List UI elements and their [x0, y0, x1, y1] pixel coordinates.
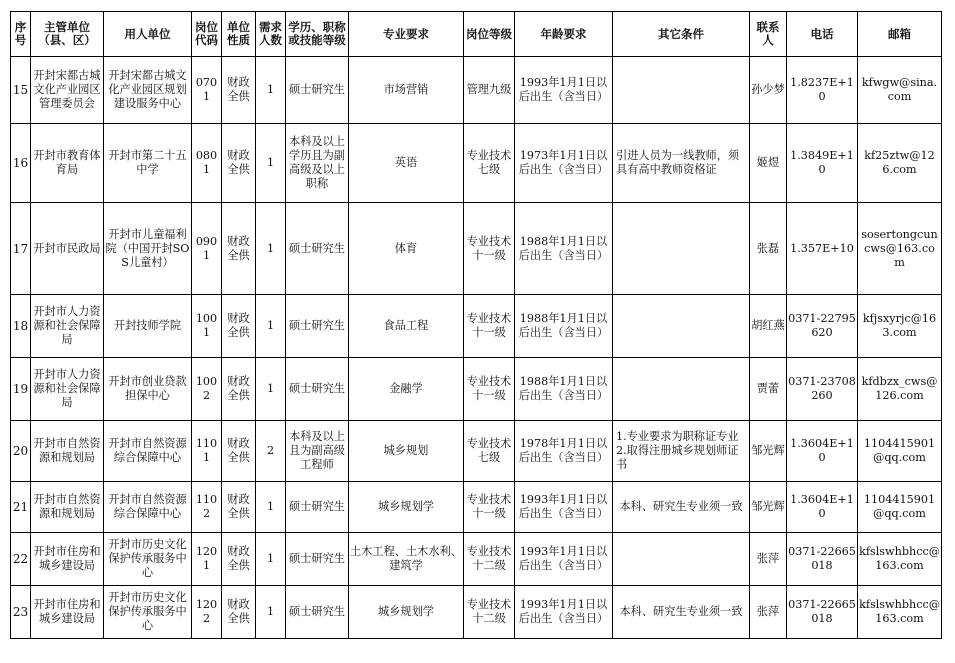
cell-unit: 开封市创业贷款担保中心	[104, 358, 192, 421]
cell-other	[613, 57, 750, 124]
cell-major: 体育	[349, 203, 464, 295]
cell-nature: 财政全供	[222, 586, 256, 639]
cell-age: 1993年1月1日以后出生（含当日）	[515, 586, 613, 639]
cell-seq: 19	[11, 358, 31, 421]
cell-edu: 硕士研究生	[286, 358, 349, 421]
cell-other: 本科、研究生专业须一致	[613, 482, 750, 533]
cell-phone: 0371-23708260	[787, 358, 858, 421]
col-header-other: 其它条件	[613, 12, 750, 57]
recruitment-table	[10, 11, 942, 639]
cell-contact: 胡红燕	[750, 295, 787, 358]
cell-unit: 开封市自然资源综合保障中心	[104, 482, 192, 533]
cell-dept: 开封市住房和城乡建设局	[31, 586, 104, 639]
cell-age: 1993年1月1日以后出生（含当日）	[515, 482, 613, 533]
table-row	[11, 358, 942, 421]
cell-phone: 1.3604E+10	[787, 421, 858, 482]
cell-unit: 开封市自然资源综合保障中心	[104, 421, 192, 482]
cell-age: 1988年1月1日以后出生（含当日）	[515, 203, 613, 295]
cell-seq: 18	[11, 295, 31, 358]
cell-code: 1002	[192, 358, 222, 421]
col-header-unit: 用人单位	[104, 12, 192, 57]
col-header-contact: 联系人	[750, 12, 787, 57]
cell-code: 1102	[192, 482, 222, 533]
cell-level: 管理九级	[464, 57, 515, 124]
cell-phone: 1.8237E+10	[787, 57, 858, 124]
cell-nature: 财政全供	[222, 482, 256, 533]
cell-age: 1988年1月1日以后出生（含当日）	[515, 358, 613, 421]
table-row	[11, 586, 942, 639]
cell-dept: 开封市教育体育局	[31, 124, 104, 203]
cell-nature: 财政全供	[222, 124, 256, 203]
cell-email[interactable]: kfslswhbhcc@163.com	[858, 586, 942, 639]
cell-email[interactable]: kfjsxyrjc@163.com	[858, 295, 942, 358]
cell-age: 1973年1月1日以后出生（含当日）	[515, 124, 613, 203]
cell-age: 1993年1月1日以后出生（含当日）	[515, 57, 613, 124]
cell-major: 市场营销	[349, 57, 464, 124]
cell-code: 0701	[192, 57, 222, 124]
cell-edu: 硕士研究生	[286, 203, 349, 295]
cell-major: 食品工程	[349, 295, 464, 358]
cell-level: 专业技术十一级	[464, 482, 515, 533]
cell-edu: 硕士研究生	[286, 295, 349, 358]
cell-contact: 张磊	[750, 203, 787, 295]
cell-phone: 1.357E+10	[787, 203, 858, 295]
cell-unit: 开封市历史文化保护传承服务中心	[104, 533, 192, 586]
cell-code: 1201	[192, 533, 222, 586]
cell-contact: 张萍	[750, 533, 787, 586]
cell-count: 1	[256, 586, 286, 639]
cell-dept: 开封市住房和城乡建设局	[31, 533, 104, 586]
col-header-age: 年龄要求	[515, 12, 613, 57]
cell-major: 城乡规划学	[349, 586, 464, 639]
cell-code: 0901	[192, 203, 222, 295]
cell-count: 1	[256, 124, 286, 203]
cell-other: 1.专业要求为职称证专业 2.取得注册城乡规划师证书	[613, 421, 750, 482]
cell-seq: 17	[11, 203, 31, 295]
cell-edu: 硕士研究生	[286, 482, 349, 533]
cell-contact: 邹光辉	[750, 421, 787, 482]
header-row	[11, 12, 942, 57]
cell-dept: 开封市自然资源和规划局	[31, 482, 104, 533]
cell-phone: 1.3604E+10	[787, 482, 858, 533]
cell-level: 专业技术十一级	[464, 358, 515, 421]
cell-phone: 0371-22665018	[787, 586, 858, 639]
cell-dept: 开封市民政局	[31, 203, 104, 295]
cell-dept: 开封宋都古城文化产业园区管理委员会	[31, 57, 104, 124]
col-header-phone: 电话	[787, 12, 858, 57]
table-row	[11, 421, 942, 482]
col-header-code: 岗位代码	[192, 12, 222, 57]
cell-dept: 开封市人力资源和社会保障局	[31, 358, 104, 421]
cell-unit: 开封宋都古城文化产业园区规划建设服务中心	[104, 57, 192, 124]
cell-major: 城乡规划学	[349, 482, 464, 533]
cell-other	[613, 295, 750, 358]
col-header-email: 邮箱	[858, 12, 942, 57]
cell-major: 土木工程、土木水利、建筑学	[349, 533, 464, 586]
cell-level: 专业技术十二级	[464, 533, 515, 586]
cell-major: 英语	[349, 124, 464, 203]
cell-unit: 开封市第二十五中学	[104, 124, 192, 203]
cell-count: 1	[256, 533, 286, 586]
cell-count: 1	[256, 295, 286, 358]
cell-contact: 姬煜	[750, 124, 787, 203]
cell-other: 引进人员为一线教师，须具有高中教师资格证	[613, 124, 750, 203]
cell-email[interactable]: kfwgw@sina.com	[858, 57, 942, 124]
cell-code: 1101	[192, 421, 222, 482]
cell-count: 1	[256, 358, 286, 421]
cell-major: 金融学	[349, 358, 464, 421]
cell-edu: 本科及以上且为副高级工程师	[286, 421, 349, 482]
cell-count: 1	[256, 203, 286, 295]
cell-code: 1001	[192, 295, 222, 358]
cell-code: 1202	[192, 586, 222, 639]
col-header-edu: 学历、职称或技能等级	[286, 12, 349, 57]
cell-level: 专业技术十一级	[464, 203, 515, 295]
col-header-seq: 序号	[11, 12, 31, 57]
cell-edu: 本科及以上学历且为副高级及以上职称	[286, 124, 349, 203]
col-header-level: 岗位等级	[464, 12, 515, 57]
cell-other	[613, 358, 750, 421]
table-row	[11, 203, 942, 295]
cell-count: 2	[256, 421, 286, 482]
cell-contact: 张萍	[750, 586, 787, 639]
cell-level: 专业技术十二级	[464, 586, 515, 639]
cell-age: 1988年1月1日以后出生（含当日）	[515, 295, 613, 358]
cell-email[interactable]: 1104415901@qq.com	[858, 482, 942, 533]
cell-email[interactable]: 1104415901@qq.com	[858, 421, 942, 482]
cell-major: 城乡规划	[349, 421, 464, 482]
cell-nature: 财政全供	[222, 358, 256, 421]
table-row	[11, 482, 942, 533]
cell-code: 0801	[192, 124, 222, 203]
cell-unit: 开封技师学院	[104, 295, 192, 358]
cell-seq: 21	[11, 482, 31, 533]
cell-email[interactable]: sosertongcuncws@163.com	[858, 203, 942, 295]
recruitment-table-sheet	[10, 11, 942, 639]
cell-level: 专业技术七级	[464, 421, 515, 482]
col-header-dept: 主管单位（县、区）	[31, 12, 104, 57]
cell-unit: 开封市儿童福利院（中国开封SOS儿童村）	[104, 203, 192, 295]
cell-other	[613, 203, 750, 295]
col-header-major: 专业要求	[349, 12, 464, 57]
cell-contact: 贾蕾	[750, 358, 787, 421]
cell-age: 1993年1月1日以后出生（含当日）	[515, 533, 613, 586]
cell-phone: 0371-22795620	[787, 295, 858, 358]
cell-seq: 15	[11, 57, 31, 124]
cell-nature: 财政全供	[222, 203, 256, 295]
cell-dept: 开封市自然资源和规划局	[31, 421, 104, 482]
cell-edu: 硕士研究生	[286, 533, 349, 586]
cell-unit: 开封市历史文化保护传承服务中心	[104, 586, 192, 639]
cell-phone: 1.3849E+10	[787, 124, 858, 203]
cell-contact: 邹光辉	[750, 482, 787, 533]
cell-count: 1	[256, 482, 286, 533]
cell-email[interactable]: kfslswhbhcc@163.com	[858, 533, 942, 586]
cell-seq: 16	[11, 124, 31, 203]
cell-dept: 开封市人力资源和社会保障局	[31, 295, 104, 358]
cell-level: 专业技术七级	[464, 124, 515, 203]
cell-nature: 财政全供	[222, 295, 256, 358]
cell-seq: 23	[11, 586, 31, 639]
cell-email[interactable]: kfdbzx_cws@126.com	[858, 358, 942, 421]
cell-age: 1978年1月1日以后出生（含当日）	[515, 421, 613, 482]
cell-edu: 硕士研究生	[286, 586, 349, 639]
cell-nature: 财政全供	[222, 533, 256, 586]
table-row	[11, 295, 942, 358]
cell-level: 专业技术十一级	[464, 295, 515, 358]
cell-email[interactable]: kf25ztw@126.com	[858, 124, 942, 203]
cell-contact: 孙少梦	[750, 57, 787, 124]
cell-other	[613, 533, 750, 586]
cell-edu: 硕士研究生	[286, 57, 349, 124]
col-header-count: 需求人数	[256, 12, 286, 57]
table-row	[11, 57, 942, 124]
cell-seq: 20	[11, 421, 31, 482]
cell-phone: 0371-22665018	[787, 533, 858, 586]
cell-count: 1	[256, 57, 286, 124]
cell-other: 本科、研究生专业须一致	[613, 586, 750, 639]
cell-seq: 22	[11, 533, 31, 586]
col-header-nature: 单位性质	[222, 12, 256, 57]
table-row	[11, 533, 942, 586]
cell-nature: 财政全供	[222, 421, 256, 482]
table-row	[11, 124, 942, 203]
cell-nature: 财政全供	[222, 57, 256, 124]
